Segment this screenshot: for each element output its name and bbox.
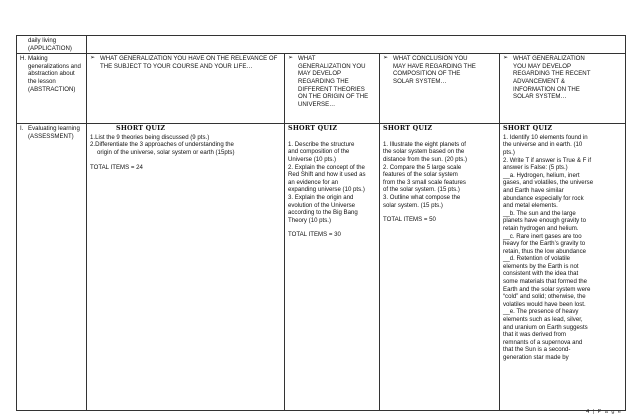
generalization-line: INFORMATION ON THE [513, 85, 580, 93]
quiz-item: that the Sun is a second- [503, 346, 571, 354]
label-line: (ASSESSMENT) [28, 132, 74, 140]
generalization-line: REGARDING THE [298, 77, 349, 85]
quiz-item: Theory (10 pts.) [288, 216, 332, 224]
generalization-cell-3 [380, 54, 500, 124]
generalization-cell-2 [285, 54, 380, 124]
generalization-line: ON THE ORIGIN OF THE [298, 93, 369, 101]
quiz-item: 2. Compare the 5 large scale [383, 163, 462, 171]
quiz-item: Universe (10 pts.) [288, 155, 337, 163]
quiz-item: elements by the Earth is not [503, 262, 579, 270]
generalization-line: DIFFERENT THEORIES [298, 85, 365, 93]
arrow-bullet-icon: ➢ [503, 55, 509, 62]
quiz-item: solar system. (15 pts.) [383, 201, 443, 209]
quiz-item: 2. Write T if answer is True & F if [503, 156, 592, 164]
generalization-line: SOLAR SYSTEM… [393, 77, 447, 85]
page-number: 4 [586, 409, 591, 415]
page-footer [586, 409, 622, 415]
total-items: TOTAL ITEMS = 50 [383, 216, 436, 224]
quiz-item: pts.) [503, 148, 515, 156]
label-line: Making [28, 55, 48, 63]
quiz-cell-1 [87, 124, 285, 411]
quiz-item: and uranium on Earth suggests [503, 323, 588, 331]
generalization-cell-4 [500, 54, 626, 124]
table-row-assessment [17, 124, 626, 411]
quiz-item: expanding universe (10 pts.) [288, 186, 365, 194]
quiz-item: __c. Rare inert gases are too [503, 232, 582, 240]
quiz-item: some materials that formed the [503, 278, 587, 286]
quiz-item: distance from the sun. (20 pts.) [383, 155, 467, 163]
quiz-item: Red Shift and how it used as [288, 171, 366, 179]
label-line: daily living [28, 37, 57, 44]
quiz-item: __b. The sun and the large [503, 209, 576, 217]
quiz-item: __a. Hydrogen, helium, inert [503, 171, 580, 179]
row-label-assessment [17, 124, 87, 411]
generalization-line: YOU MAY DEVELOP [513, 62, 572, 70]
quiz-title: SHORT QUIZ [503, 124, 553, 133]
row-letter: H. [20, 55, 27, 63]
quiz-item: answer is False: (5 pts.) [503, 164, 568, 172]
row-label-abstraction [17, 54, 87, 124]
quiz-item: 2. Explain the concept of the [288, 163, 365, 171]
quiz-item: that it was derived from [503, 331, 566, 339]
quiz-item: retain, thus the low abundance [503, 247, 587, 255]
generalization-line: WHAT CONCLUSION YOU [393, 55, 468, 63]
quiz-item: from the 3 small scale features [383, 178, 466, 186]
quiz-item: generation star made by [503, 354, 569, 361]
label-line: (APPLICATION) [28, 44, 72, 52]
quiz-item: 1. Illustrate the eight planets of [383, 140, 466, 148]
quiz-item: retain hydrogen and helium. [503, 224, 579, 232]
quiz-item: consistent with the idea that [503, 270, 579, 278]
quiz-item: __d. Retention of volatile [503, 255, 571, 263]
quiz-item: elements such as lead, silver, [503, 316, 583, 324]
quiz-item: of the solar system. (15 pts.) [383, 186, 460, 194]
generalization-line: MAY DEVELOP [298, 70, 342, 78]
quiz-item: heavy for the Earth’s gravity to [503, 240, 586, 248]
total-items: TOTAL ITEMS = 30 [288, 231, 341, 239]
quiz-cell-2 [285, 124, 380, 411]
quiz-item: the solar system based on the [383, 148, 465, 156]
quiz-item: 1.List the 9 theories being discussed (9 pts.) [90, 133, 210, 141]
quiz-item: __e. The presence of heavy [503, 308, 579, 316]
quiz-item: according to the Big Bang [288, 209, 358, 217]
quiz-cell-4 [500, 124, 626, 411]
footer-separator: | [592, 409, 596, 415]
quiz-item: planets have enough gravity to [503, 217, 587, 225]
table-row-application [17, 36, 626, 54]
generalization-cell-1 [87, 54, 285, 124]
quiz-item: volatiles would have been lost. [503, 300, 586, 308]
row-label-application [17, 36, 87, 54]
quiz-item: 1. Identify 10 elements found in [503, 133, 588, 141]
generalization-line: UNIVERSE… [298, 100, 336, 108]
generalization-line: MAY HAVE REGARDING THE [393, 62, 476, 70]
label-line: Evaluating learning [28, 125, 80, 133]
generalization-line: SOLAR SYSTEM… [513, 93, 567, 101]
label-line: the lesson [28, 77, 56, 85]
generalization-line: GENERALIZATION YOU [298, 62, 366, 70]
quiz-title: SHORT QUIZ [288, 124, 338, 133]
arrow-bullet-icon: ➢ [288, 55, 294, 62]
total-items: TOTAL ITEMS = 24 [90, 163, 143, 171]
label-line: abstraction about [28, 70, 75, 78]
quiz-item: gases, and volatiles, the universe [503, 179, 594, 187]
generalization-question: WHAT GENERALIZATION YOU HAVE ON THE RELEVANCE OF THE SUBJECT TO YOUR COURSE AND YOUR LIFE… [100, 55, 278, 70]
generalization-line: WHAT [298, 55, 316, 63]
quiz-item: 2.Differentiate the 3 approaches of understanding the [90, 141, 234, 149]
quiz-item: origin of the universe, solar system or earth (15pts) [97, 148, 235, 156]
quiz-item: an evidence for an [288, 178, 339, 186]
label-line: generalizations and [28, 62, 81, 70]
generalization-line: WHAT GENERALIZATION [513, 55, 585, 63]
quiz-item: and Earth have similar [503, 186, 564, 194]
row-letter: I. [20, 125, 24, 133]
quiz-item: features of the solar system [383, 171, 458, 179]
quiz-item: 1. Describe the structure [288, 140, 355, 148]
arrow-bullet-icon: ➢ [90, 55, 96, 62]
arrow-bullet-icon: ➢ [383, 55, 389, 62]
page-label: P a g e [597, 409, 622, 415]
generalization-line: COMPOSITION OF THE [393, 70, 461, 78]
quiz-item: and composition of the [288, 148, 350, 156]
quiz-title: SHORT QUIZ [116, 124, 166, 133]
generalization-line: ADVANCEMENT & [513, 77, 565, 85]
generalization-line: REGARDING THE RECENT [513, 70, 591, 78]
quiz-item: evolution of the Universe [288, 201, 356, 209]
label-line: (ABSTRACTION) [28, 85, 76, 93]
table-row-abstraction [17, 54, 626, 124]
quiz-title: SHORT QUIZ [383, 124, 433, 133]
quiz-item: 3. Explain the origin and [288, 193, 354, 201]
quiz-item: the universe and in earth. (10 [503, 141, 583, 149]
quiz-item: 3. Outline what compose the [383, 193, 461, 201]
empty-cell [87, 36, 626, 54]
quiz-item: abundance especially for rock [503, 194, 584, 202]
quiz-item: and metal elements. [503, 202, 558, 210]
lesson-plan-table [16, 35, 626, 411]
quiz-item: Earth and the solar system were [503, 285, 591, 293]
quiz-item: “cold” and solid; otherwise, the [503, 293, 586, 301]
quiz-cell-3 [380, 124, 500, 411]
quiz-item: remnants of a supernova and [503, 338, 583, 346]
